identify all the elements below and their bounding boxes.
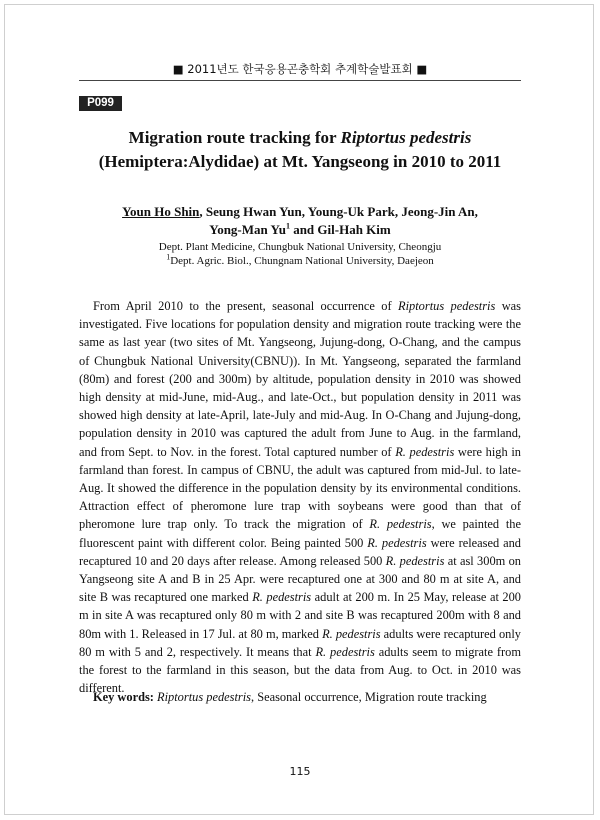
species-name: R. pedestris: [367, 535, 427, 550]
title-prefix: Migration route tracking for: [128, 128, 341, 147]
species-name: R. pedestris: [385, 553, 445, 568]
affiliation-2: Dept. Agric. Biol., Chungnam National University, Daejeon: [170, 255, 434, 267]
page-number: 115: [289, 765, 311, 778]
co-authors-line1: , Seung Hwan Yun, Young-Uk Park, Jeong-Jin An,: [199, 204, 478, 219]
co-author-yu: Yong-Man Yu: [209, 222, 286, 237]
author-list: [0, 203, 600, 239]
abstract-text: adults were recaptured only 80 m with 5 and 2, respectively. It means that: [79, 626, 521, 659]
abstract-text: were high in farmland than forest. In campus of CBNU, the adult was captured from mid-Jul. to late-Aug. It showed the difference in the population density by its environmental conditions. Attraction effect of pheromone lure trap with soybeans were good than that of pheromone lure trap only. To track the migration of: [79, 444, 521, 532]
species-name: R. pedestris: [315, 644, 375, 659]
keywords: [79, 688, 521, 706]
co-author-kim: and Gil-Hah Kim: [289, 222, 391, 237]
affiliation-2-marker: 1: [166, 252, 171, 262]
title-species: Riptortus pedestris: [340, 128, 472, 147]
poster-id-badge: P099: [79, 96, 122, 111]
species-name: R. pedestris: [395, 444, 455, 459]
abstract-text: adult at 200 m. In 25 May, release at 200 m in site A was recaptured only 80 m with 2 and site B was recaptured 200m with 8 and 80m with 1. Released in 17 Jul. at 80 m, marked: [79, 590, 521, 641]
abstract-text: were released and recaptured 10 and 20 days after release. Among released 500: [79, 535, 521, 568]
affiliation-1: Dept. Plant Medicine, Chungbuk National University, Cheongju: [158, 241, 442, 253]
affiliation-marker: 1: [285, 221, 290, 231]
keywords-rest: , Seasonal occurrence, Migration route tracking: [251, 690, 487, 704]
keyword-species: Riptortus pedestris: [157, 690, 251, 704]
affiliations: [0, 240, 600, 268]
header-divider: [79, 80, 521, 81]
title-line2: (Hemiptera:Alydidae) at Mt. Yangseong in 2010 to 2011: [98, 152, 502, 171]
presenting-author: Youn Ho Shin: [122, 204, 200, 219]
abstract-text: , we painted the fluorescent paint with different color. Being painted 500: [79, 517, 521, 550]
species-name: R. pedestris: [322, 626, 381, 641]
abstract-body: [79, 297, 521, 697]
paper-title: [0, 126, 600, 174]
conference-header: ■ 2011년도 한국응용곤충학회 추계학술발표회 ■: [172, 62, 428, 76]
abstract-text: at asl 300m on Yangseong site A and B in 25 Apr. were recaptured one at 300 and 80 m at site A, and site B was recaptured one marked: [79, 553, 521, 605]
abstract-text: From April 2010 to the present, seasonal occurrence of: [93, 299, 399, 313]
abstract-text: was investigated. Five locations for population density and migration route tracking were the same as last year (two sites of Mt. Yangseong, Jujung-dong, O-Chang, and the campus of Chungbuk National University(CBNU)). In Mt. Yangseong, separated the farmland (80m) and forest (200 and 300m) by altitude, population density in 2010 was showed high density at mid-June, mid-Aug., and late-Oct., but population density in 2011 was showed high density at late-April, late-July and mid-Aug. In O-Chang and Jujung-dong, population density in 2010 was captured the adult from June to Aug. in the farmland, and from Sept. to Nov. in the forest. Total captured number of: [79, 299, 521, 459]
keywords-label: Key words:: [93, 690, 154, 704]
species-name: R. pedestris: [252, 590, 312, 605]
species-name: R. pedestris: [369, 517, 432, 532]
abstract-text: adults seem to migrate from the forest to the farmland in this season, but the data from Aug. to Oct. in 2010 was different.: [79, 644, 521, 696]
species-name: Riptortus pedestris: [398, 299, 496, 313]
